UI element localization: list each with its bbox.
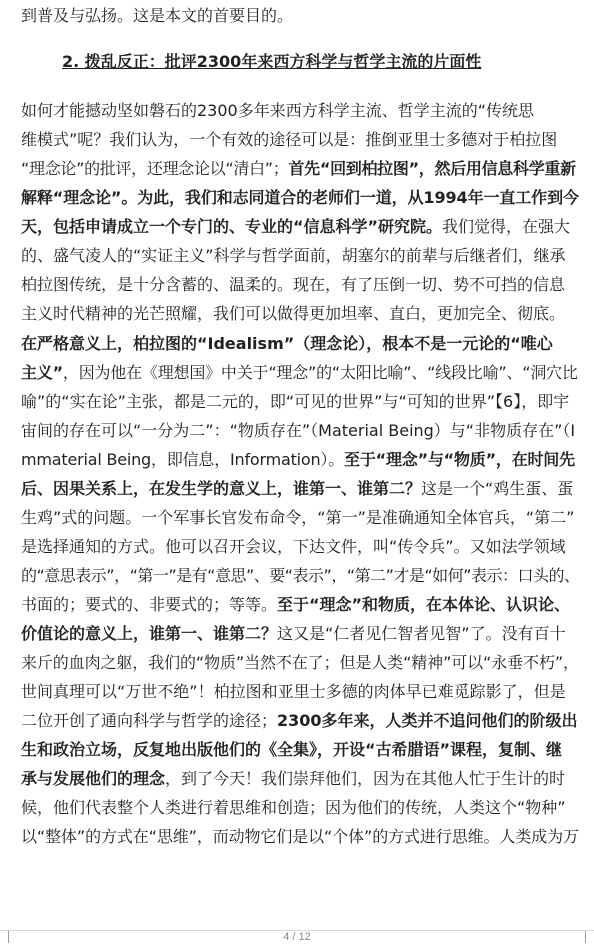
text-line — [21, 334, 579, 354]
text-segment: 这又是“仁者见仁智者见智”了。没有百十 — [277, 624, 566, 643]
text-line — [21, 508, 579, 528]
text-segment: mmaterial Being，即信息，Information）。 — [21, 450, 345, 469]
text-line — [21, 479, 579, 499]
text-line — [21, 188, 579, 208]
text-segment: 主义时代精神的光芒照耀，我们可以做得更加坦率、直白，更加完全、彻底。 — [21, 304, 566, 323]
page-indicator: 4 / 12 — [283, 931, 311, 943]
text-segment: 世间真理可以“万世不绝”！柏拉图和亚里士多德的肉体早已难觅踪影了，但是 — [21, 682, 566, 701]
text-line — [21, 421, 579, 441]
text-line — [21, 624, 579, 644]
text-segment: 的、盛气凌人的“实证主义”科学与哲学面前，胡塞尔的前辈与后继者们，继承 — [21, 246, 566, 265]
text-line — [21, 769, 579, 789]
text-segment: 如何才能撼动坚如磐石的2300多年来西方科学主流、哲学主流的“传统思 — [21, 101, 535, 120]
text-segment: 到普及与弘扬。这是本文的首要目的。 — [21, 6, 294, 25]
bold-text-segment: 2300多年来，人类并不追问他们的阶级出 — [277, 711, 578, 730]
text-segment: 维模式”呢？我们认为，一个有效的途径可以是：推倒亚里士多德对于柏拉图 — [21, 130, 558, 149]
text-segment: 二位开创了通向科学与哲学的途径； — [21, 711, 278, 730]
text-segment: 候，他们代表整个人类进行着思维和创造；因为他们的传统，人类这个“物种” — [21, 798, 566, 817]
text-line — [21, 566, 579, 586]
text-line — [21, 159, 579, 179]
bold-text-segment: 承与发展他们的理念 — [21, 769, 166, 788]
text-line — [21, 217, 579, 237]
text-segment: 书面的；要式的、非要式的；等等。 — [21, 595, 278, 614]
section-heading: 2. 拨乱反正：批评2300年来西方科学与哲学主流的片面性 — [62, 52, 482, 71]
text-segment: ，因为他在《理想国》中关于“理念”的“太阳比喻”、“线段比喻”、“洞穴比 — [62, 363, 578, 382]
text-line — [21, 363, 579, 383]
text-line — [21, 653, 579, 673]
text-line — [21, 711, 579, 731]
bold-text-segment: 主义” — [21, 363, 63, 382]
text-segment: 宙间的存在可以“一分为二”：“物质存在”（Material Being）与“非物质存在”（I — [21, 421, 576, 440]
text-segment: 来斤的血肉之躯，我们的“物质”当然不在了；但是人类“精神”可以“永垂不朽”， — [21, 653, 579, 672]
text-line — [21, 304, 579, 324]
bold-text-segment: 在严格意义上，柏拉图的“Idealism”（理念论），根本不是一元论的“唯心 — [21, 334, 553, 353]
text-line — [21, 275, 579, 295]
text-segment: 我们觉得，在强大 — [442, 217, 571, 236]
text-line — [21, 682, 579, 702]
bold-text-segment: 天，包括申请成立一个专门的、专业的“信息科学”研究院。 — [21, 217, 443, 236]
bold-text-segment: 至于“理念”和物质，在本体论、认识论、 — [277, 595, 571, 614]
text-segment: “理念论”的批评，还理念论以“清白”； — [21, 159, 289, 178]
text-segment: 喻”的“实在论”主张，都是二元的，即“可见的世界”与“可知的世界”【6】，即宇 — [21, 392, 570, 411]
text-line — [21, 6, 579, 26]
text-segment: 柏拉图传统，是十分含蓄的、温柔的。现在，有了压倒一切、势不可挡的信息 — [21, 275, 566, 294]
bold-text-segment: 首先“回到柏拉图”，然后用信息科学重新 — [288, 159, 576, 178]
text-segment: 这是一个“鸡生蛋、蛋 — [421, 479, 574, 498]
text-line — [21, 246, 579, 266]
text-line — [21, 392, 579, 412]
text-segment: 是选择通知的方式。他可以召开会议，下达文件，叫“传令兵”。又如法学领域 — [21, 537, 566, 556]
text-line — [21, 450, 579, 470]
text-segment: 生鸡”式的问题。一个军事长官发布命令，“第一”是准确通知全体官兵，“第二” — [21, 508, 575, 527]
text-line — [21, 740, 579, 760]
text-segment: 以“整体”的方式在“思维”，而动物它们是以“个体”的方式进行思维。人类成为万 — [21, 827, 579, 846]
bold-text-segment: 解释“理念论”。为此，我们和志同道合的老师们一道，从1994年一直工作到今 — [21, 188, 579, 207]
bold-text-segment: 生和政治立场，反复地出版他们的《全集》，开设“古希腊语”课程，复制、继 — [21, 740, 563, 759]
text-line — [21, 798, 579, 818]
text-line — [21, 130, 579, 150]
bold-text-segment: 至于“理念”与“物质”，在时间先 — [344, 450, 575, 469]
text-line — [21, 101, 579, 121]
bold-text-segment: 后、因果关系上，在发生学的意义上，谁第一、谁第二？ — [21, 479, 422, 498]
text-segment: 的“意思表示”，“第一”是有“意思”、要“表示”，“第二”才是“如何”表示：口头的、 — [21, 566, 579, 585]
text-line — [21, 595, 579, 615]
text-segment: ，到了今天！我们崇拜他们，因为在其他人忙于生计的时 — [165, 769, 566, 788]
bold-text-segment: 价值论的意义上，谁第一、谁第二？ — [21, 624, 278, 643]
text-line — [21, 827, 579, 847]
text-line — [21, 537, 579, 557]
